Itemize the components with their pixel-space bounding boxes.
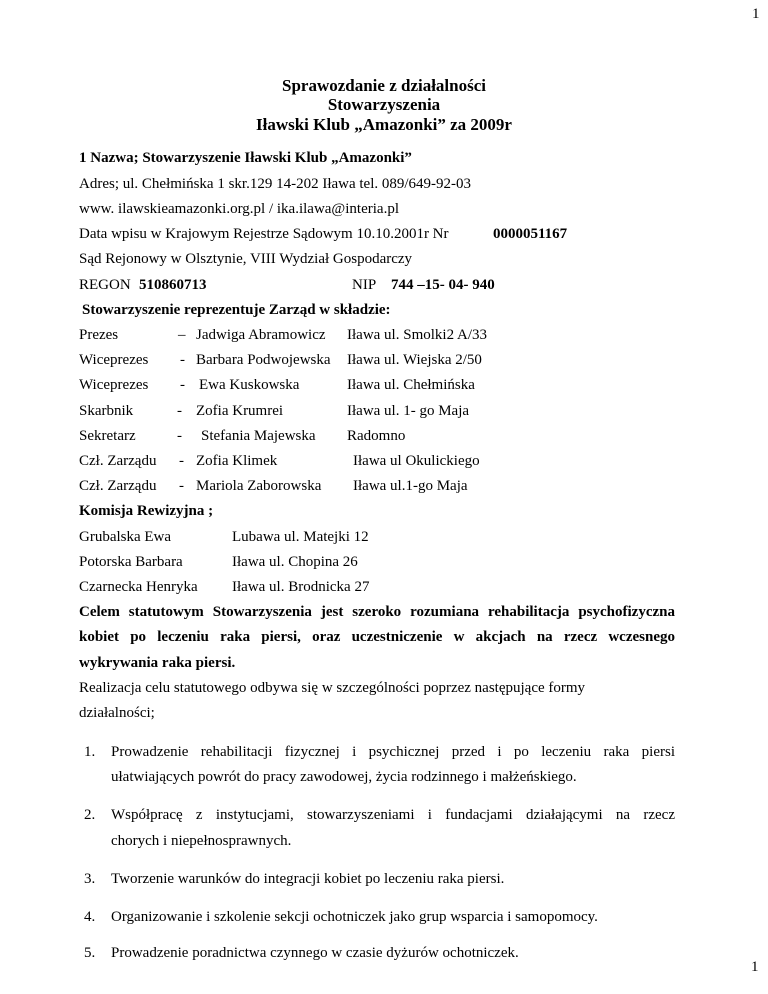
board-role: Czł. Zarządu	[79, 453, 157, 469]
audit-name: Grubalska Ewa	[79, 529, 172, 545]
board-address: Iława ul. Smolki2 A/33	[347, 327, 487, 343]
board-name: Zofia Klimek	[196, 453, 278, 469]
audit-name: Czarnecka Henryka	[79, 579, 198, 595]
goal-line2: kobiet po leczeniu raka piersi, oraz uczestniczenie w akcjach na rzecz wczesnego	[79, 629, 675, 645]
audit-address: Iława ul. Brodnicka 27	[232, 579, 370, 595]
list-item-text-cont: ułatwiających powrót do pracy zawodowej, życia rodzinnego i małżeńskiego.	[111, 769, 577, 785]
goal-line3: wykrywania raka piersi.	[79, 655, 236, 671]
list-item-number: 1.	[84, 744, 96, 760]
board-address: Iława ul. Chełmińska	[347, 377, 475, 393]
board-separator: -	[179, 478, 184, 494]
list-item-text: Organizowanie i szkolenie sekcji ochotniczek jako grup wsparcia i samopomocy.	[111, 909, 598, 925]
realization-line2: działalności;	[79, 705, 155, 721]
list-item-text: Prowadzenie rehabilitacji fizycznej i psychicznej przed i po leczeniu raka piersi	[111, 744, 675, 760]
board-address: Iława ul.1-go Maja	[353, 478, 468, 494]
board-address: Iława ul Okulickiego	[353, 453, 480, 469]
board-role: Skarbnik	[79, 403, 134, 419]
document-title-line3: Iławski Klub „Amazonki” za 2009r	[256, 115, 512, 134]
list-item-number: 4.	[84, 909, 96, 925]
page-number-bottom: 1	[751, 959, 759, 975]
board-separator: –	[178, 327, 186, 343]
board-name: Ewa Kuskowska	[199, 377, 300, 393]
board-separator: -	[180, 377, 185, 393]
list-item-number: 5.	[84, 945, 96, 961]
org-name: 1 Nazwa; Stowarzyszenie Iławski Klub „Amazonki”	[79, 150, 412, 166]
board-separator: -	[179, 453, 184, 469]
krs-label: Data wpisu w Krajowym Rejestrze Sądowym 10.10.2001r Nr	[79, 226, 449, 242]
board-address: Iława ul. Wiejska 2/50	[347, 352, 482, 368]
regon-label: REGON	[79, 277, 131, 293]
board-role: Czł. Zarządu	[79, 478, 157, 494]
board-name: Mariola Zaborowska	[196, 478, 322, 494]
board-name: Jadwiga Abramowicz	[196, 327, 326, 343]
audit-name: Potorska Barbara	[79, 554, 183, 570]
krs-number: 0000051167	[493, 226, 568, 242]
board-name: Zofia Krumrei	[196, 403, 284, 419]
page-number-top: 1	[752, 6, 760, 22]
board-role: Sekretarz	[79, 428, 136, 444]
board-address: Iława ul. 1- go Maja	[347, 403, 470, 419]
list-item-number: 2.	[84, 807, 96, 823]
document-title-line1: Sprawozdanie z działalności	[281, 76, 486, 95]
board-separator: -	[180, 352, 185, 368]
realization-line1: Realizacja celu statutowego odbywa się w szczególności poprzez następujące formy	[79, 680, 586, 696]
audit-address: Iława ul. Chopina 26	[232, 554, 358, 570]
board-role: Wiceprezes	[79, 377, 149, 393]
goal-line1: Celem statutowym Stowarzyszenia jest szeroko rozumiana rehabilitacja psychofizyczna	[79, 604, 675, 620]
org-address: Adres; ul. Chełmińska 1 skr.129 14-202 Iława tel. 089/649-92-03	[79, 176, 472, 192]
audit-heading: Komisja Rewizyjna ;	[79, 503, 214, 519]
board-heading: Stowarzyszenie reprezentuje Zarząd w składzie:	[82, 302, 391, 318]
court-name: Sąd Rejonowy w Olsztynie, VIII Wydział Gospodarczy	[79, 251, 413, 267]
list-item-text: Współpracę z instytucjami, stowarzyszeniami i fundacjami działającymi na rzecz	[111, 807, 675, 823]
document-title-line2: Stowarzyszenia	[327, 95, 441, 114]
board-role: Prezes	[79, 327, 119, 343]
board-address: Radomno	[347, 428, 406, 444]
list-item-text-cont: chorych i niepełnosprawnych.	[111, 833, 292, 849]
audit-address: Lubawa ul. Matejki 12	[232, 529, 369, 545]
nip-label: NIP	[352, 277, 377, 293]
nip-value: 744 –15- 04- 940	[391, 277, 495, 293]
board-separator: -	[177, 403, 182, 419]
board-name: Barbara Podwojewska	[196, 352, 331, 368]
board-separator: -	[177, 428, 182, 444]
board-role: Wiceprezes	[79, 352, 149, 368]
list-item-text: Tworzenie warunków do integracji kobiet po leczeniu raka piersi.	[111, 871, 505, 887]
org-web-email: www. ilawskieamazonki.org.pl / ika.ilawa@interia.pl	[79, 201, 399, 217]
board-name: Stefania Majewska	[201, 428, 316, 444]
list-item-number: 3.	[84, 871, 96, 887]
list-item-text: Prowadzenie poradnictwa czynnego w czasie dyżurów ochotniczek.	[111, 945, 519, 961]
regon-value: 510860713	[139, 277, 207, 293]
